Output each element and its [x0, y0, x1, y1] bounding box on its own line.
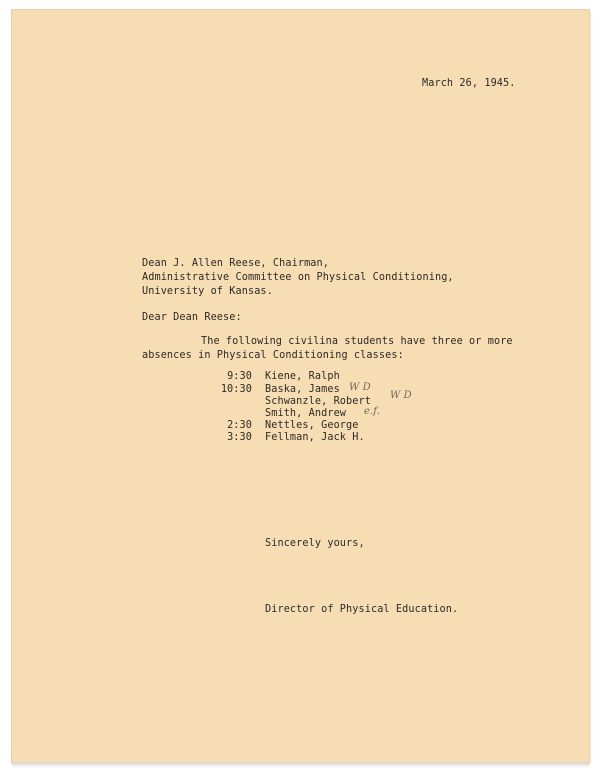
student-name: Kiene, Ralph: [265, 371, 340, 382]
student-name: Nettles, George: [265, 420, 359, 431]
handwritten-note: W D: [349, 382, 371, 393]
student-time: 10:30: [220, 384, 252, 395]
recipient-line-1: Dean J. Allen Reese, Chairman,: [142, 258, 330, 269]
handwritten-note: W D: [390, 390, 412, 401]
handwritten-note: e.f.: [364, 406, 381, 417]
student-name: Smith, Andrew: [265, 408, 347, 419]
recipient-line-2: Administrative Committee on Physical Conditioning,: [142, 272, 454, 283]
student-time: 9:30: [227, 371, 252, 382]
student-name: Baska, James: [265, 384, 340, 395]
student-name: Schwanzle, Robert: [265, 396, 371, 407]
body-line-1: The following civilina students have three or more: [201, 336, 513, 347]
body-line-2: absences in Physical Conditioning classes:: [142, 350, 404, 361]
student-time: 2:30: [227, 420, 252, 431]
letter-date: March 26, 1945.: [422, 78, 516, 89]
signature-title: Director of Physical Education.: [265, 604, 459, 615]
recipient-line-3: University of Kansas.: [142, 286, 273, 297]
salutation: Dear Dean Reese:: [142, 312, 242, 323]
student-time: 3:30: [227, 432, 252, 443]
student-name: Fellman, Jack H.: [265, 432, 365, 443]
letter-page: [12, 10, 589, 762]
closing: Sincerely yours,: [265, 538, 365, 549]
